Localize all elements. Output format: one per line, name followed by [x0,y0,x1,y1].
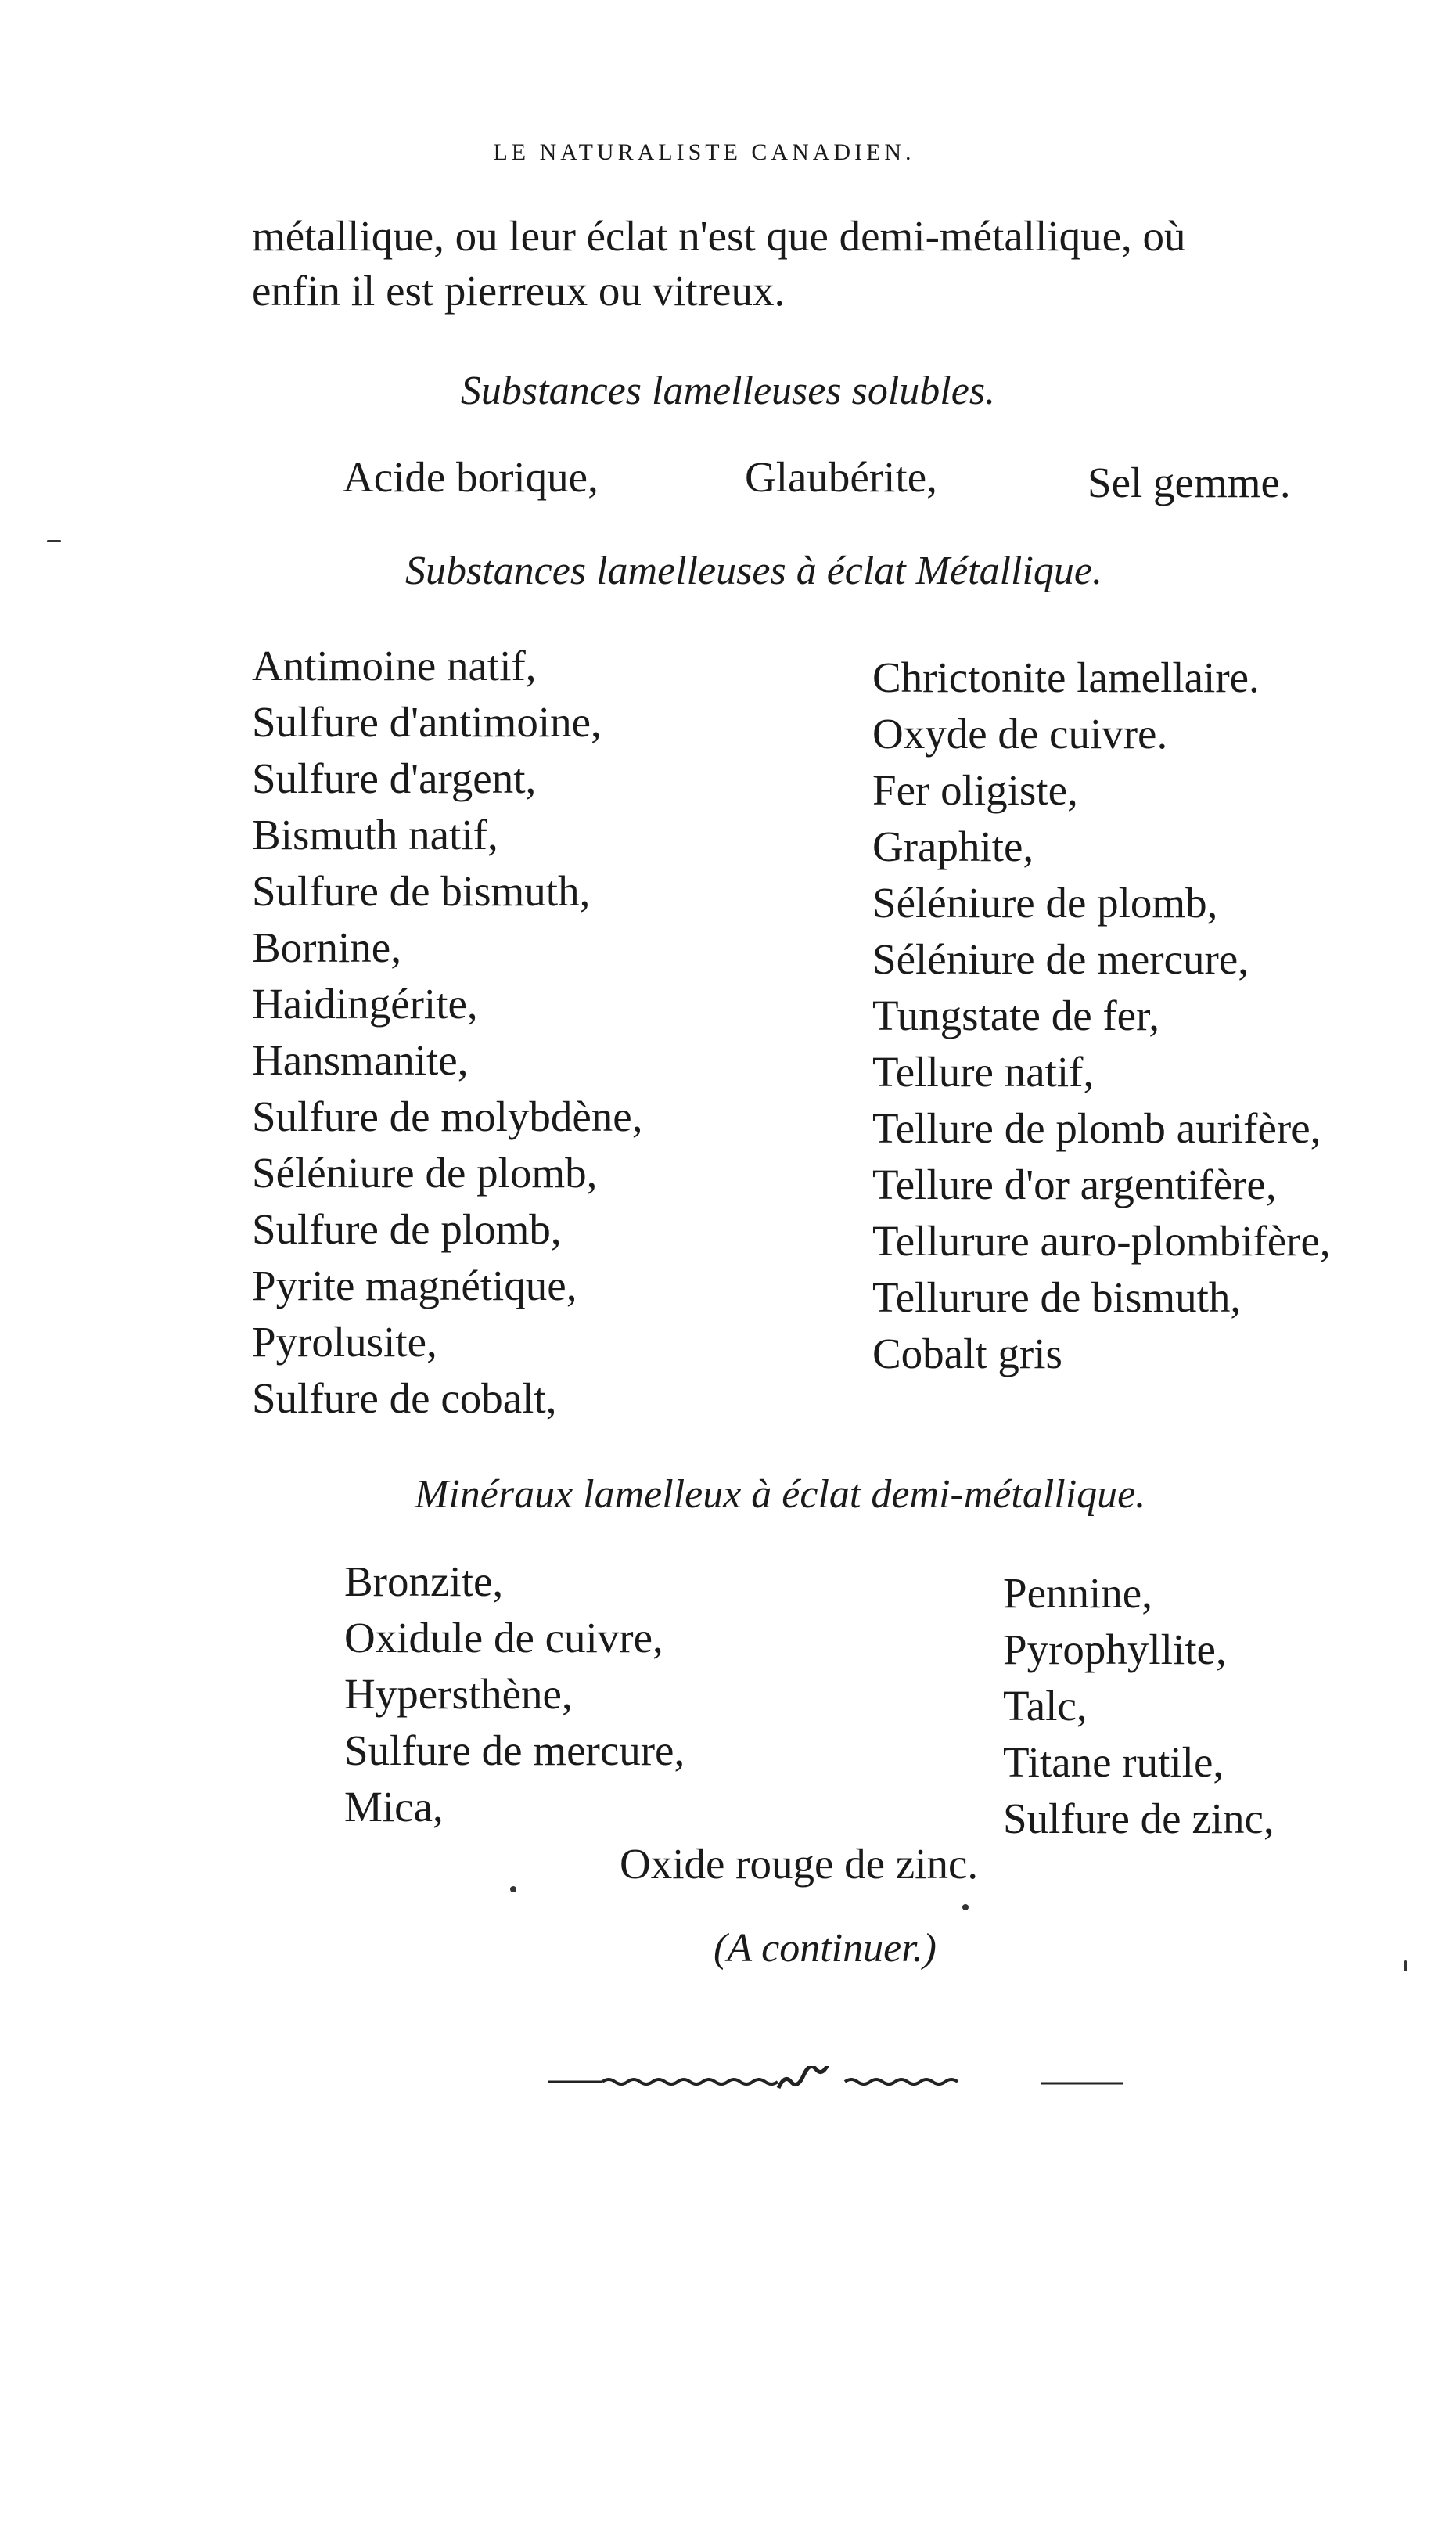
list-item: Tellurure auro-plombifère, [872,1217,1331,1265]
list-item: Haidingérite, [252,980,478,1028]
section-heading-soluble: Substances lamelleuses solubles. [460,369,996,413]
list-item: Sulfure de plomb, [252,1205,562,1253]
metallic-list-right [872,650,1331,1382]
continuation-note: (A continuer.) [714,1926,937,1971]
list-item: Fer oligiste, [872,766,1078,814]
list-item: Hansmanite, [252,1036,469,1084]
list-item: Bronzite, [344,1557,504,1605]
ink-speck [1404,1960,1407,1971]
list-item: Pyrolusite, [252,1318,437,1366]
list-item: Titane rutile, [1003,1738,1224,1786]
list-item: Sulfure de bismuth, [252,867,591,915]
list-item: Graphite, [872,823,1034,870]
running-header: LE NATURALISTE CANADIEN. [493,139,915,165]
list-item: Antimoine natif, [252,642,537,689]
ornamental-rule-icon [548,2066,1127,2097]
semimetallic-list-left [344,1553,685,1835]
list-item: Tellure d'or argentifère, [872,1161,1277,1208]
list-item: Hypersthène, [344,1670,573,1718]
list-item: Sulfure de zinc, [1003,1795,1274,1842]
section-heading-semimetallic: Minéraux lamelleux à éclat demi-métallique. [415,1472,1146,1517]
list-item: Oxidule de cuivre, [344,1614,663,1661]
intro-line-1: métallique, ou leur éclat n'est que demi-métallique, où [252,212,1186,260]
list-item: Pyrite magnétique, [252,1262,577,1309]
list-item: Tungstate de fer, [872,992,1159,1039]
list-item: Sulfure de mercure, [344,1726,685,1774]
list-item: Sulfure d'argent, [252,754,537,802]
ink-speck [47,540,61,542]
list-item: Oxyde de cuivre. [872,710,1168,758]
list-item: Cobalt gris [872,1330,1062,1377]
list-item: Sulfure de cobalt, [252,1374,557,1422]
metallic-list-left [252,638,642,1427]
list-item: Pennine, [1003,1569,1152,1617]
list-item: Tellure natif, [872,1048,1095,1096]
section-heading-metallic: Substances lamelleuses à éclat Métallique. [405,549,1103,593]
list-item: Bornine, [252,923,401,971]
list-item: Tellurure de bismuth, [872,1273,1242,1321]
list-item: Bismuth natif, [252,811,498,859]
semimetallic-center-item: Oxide rouge de zinc. [620,1840,979,1888]
list-item: Séléniure de mercure, [872,935,1249,983]
list-item: Sulfure de molybdène, [252,1093,643,1140]
list-item: Talc, [1003,1682,1088,1730]
soluble-item-2: Glaubérite, [745,453,937,501]
list-item: Séléniure de plomb, [872,879,1218,927]
list-item: Chrictonite lamellaire. [872,653,1260,701]
intro-line-2: enfin il est pierreux ou vitreux. [252,267,786,315]
soluble-item-3: Sel gemme. [1088,459,1291,506]
list-item: Mica, [344,1783,444,1831]
list-item: Tellure de plomb aurifère, [872,1104,1321,1152]
ink-speck [510,1886,516,1892]
ink-speck [962,1904,969,1910]
list-item: Sulfure d'antimoine, [252,698,602,746]
list-item: Séléniure de plomb, [252,1149,598,1197]
list-item: Pyrophyllite, [1003,1625,1227,1673]
semimetallic-list-right [1003,1565,1274,1847]
soluble-item-1: Acide borique, [343,453,599,501]
